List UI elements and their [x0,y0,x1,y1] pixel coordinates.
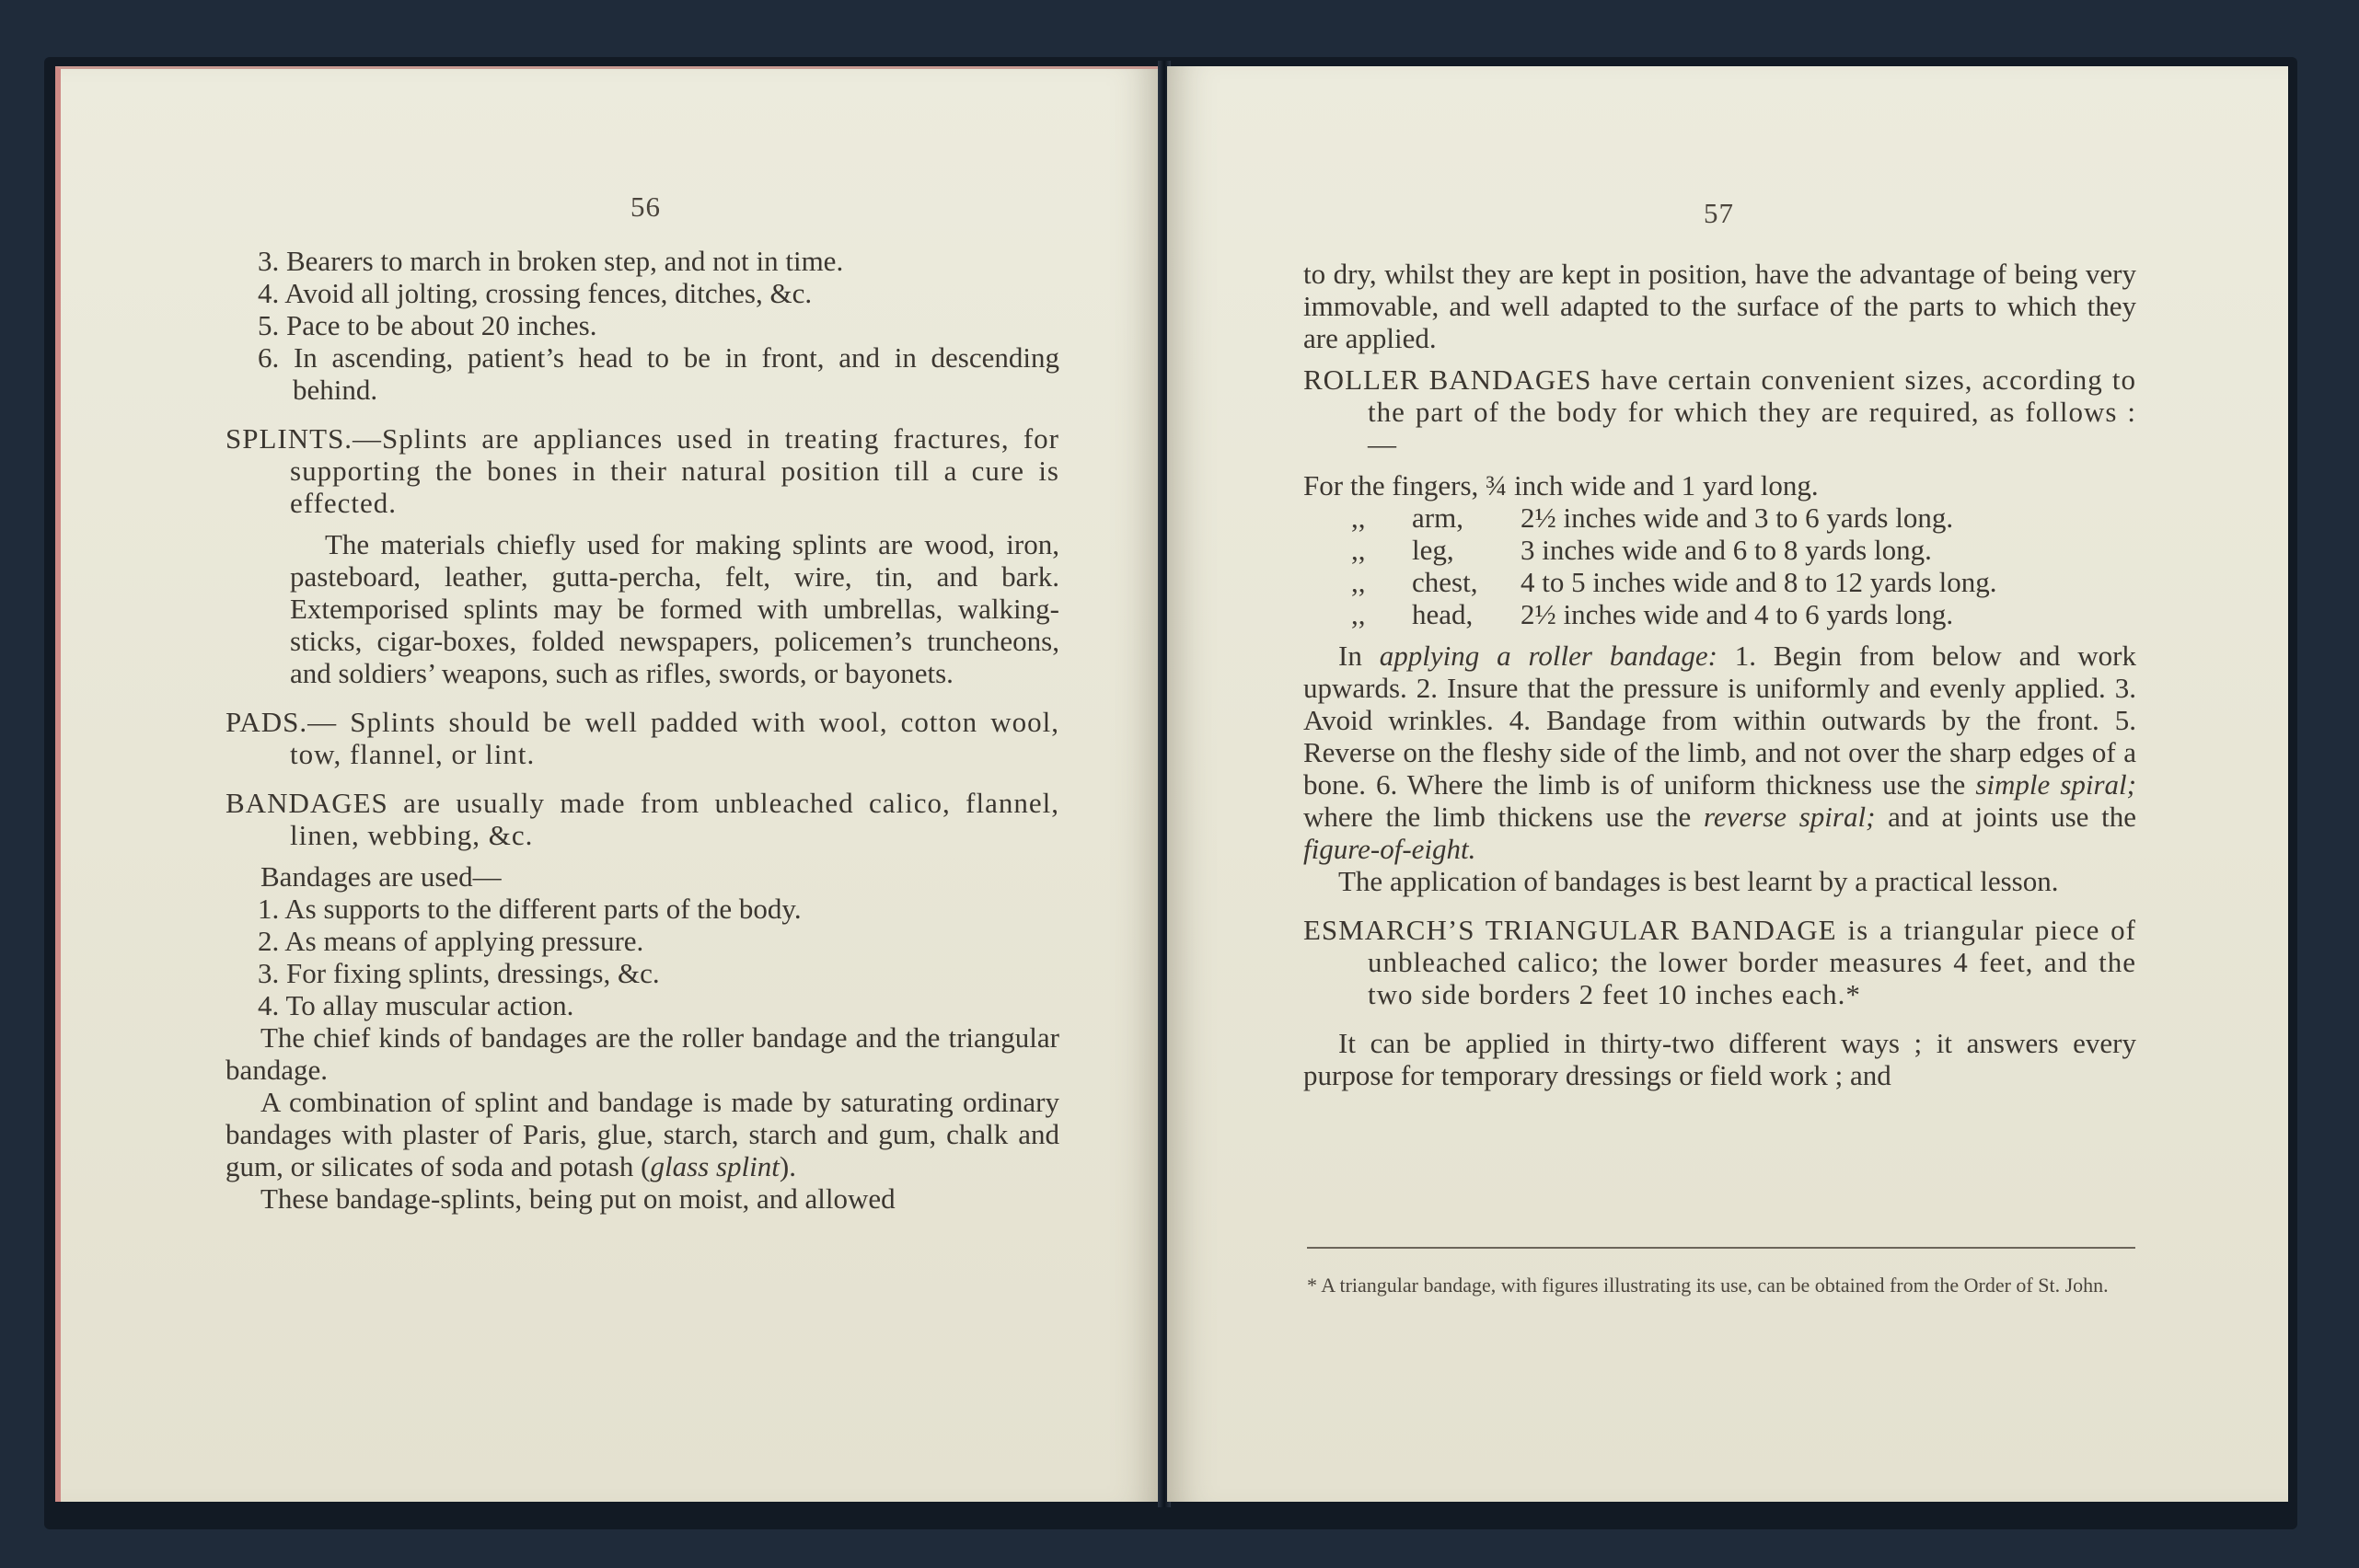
list-item: 4. Avoid all jolting, crossing fences, ditches, &c. [258,277,813,309]
list-item: 6. In ascending, patient’s head to be in front, and in descending behind. [258,341,1059,406]
thirty-two-paragraph: It can be applied in thirty-two different ways ; it answers every purpose for temporary dressings or field work ; and [1303,1027,2136,1091]
list-item: 3. Bearers to march in broken step, and not in time. [258,245,844,277]
pads-paragraph: PADS.— Splints should be well padded with wool, cotton wool, tow, flannel, or lint. [225,706,1059,770]
page-number-left: 56 [630,190,661,223]
bandage-splints-paragraph: These bandage-splints, being put on moist, and allowed [260,1182,896,1215]
materials-paragraph: The materials chiefly used for making splints are wood, iron, pasteboard, leather, gutta-percha, felt, wire, tin, and bark. Extemporised splints may be formed with umbrellas, walking-sticks, cigar-boxes, folded newspapers, policemen’s truncheons, and soldiers’ weapons, such as rifles, swords, or bayonets. [290,528,1059,689]
application-paragraph: The application of bandages is best learnt by a practical lesson. [1338,865,2059,897]
combination-paragraph: A combination of splint and bandage is made by saturating ordinary bandages with plaster of Paris, glue, starch, starch and gum, chalk and gum, or silicates of soda and potash (glass splint). [225,1086,1059,1182]
bandages-paragraph: BANDAGES are usually made from unbleached calico, flannel, linen, webbing, &c. [225,787,1059,851]
roller-bandages-paragraph: ROLLER BANDAGES have certain convenient sizes, according to the part of the body for which they are required, as follows :— [1303,363,2136,460]
footnote: * A triangular bandage, with figures illustrating its use, can be obtained from the Order of St. John. [1307,1274,2109,1297]
size-row: ,, arm, 2½ inches wide and 3 to 6 yards long. [1351,502,1954,534]
size-row: ,, leg, 3 inches wide and 6 to 8 yards long. [1351,534,1932,566]
continuation-paragraph: to dry, whilst they are kept in position, have the advantage of being very immovable, and well adapted to the surface of the parts to which they are applied. [1303,258,2136,354]
bearer-rules-list [225,245,1059,406]
list-item: 4. To allay muscular action. [258,989,574,1021]
size-row: ,, chest, 4 to 5 inches wide and 8 to 12 yards long. [1351,566,1997,598]
esmarch-paragraph: ESMARCH’S TRIANGULAR BANDAGE is a triangular piece of unbleached calico; the lower border measures 4 feet, and the two side borders 2 feet 10 inches each.* [1303,914,2136,1010]
size-row: ,, head, 2½ inches wide and 4 to 6 yards long. [1351,598,1954,630]
applying-paragraph: In applying a roller bandage: 1. Begin from below and work upwards. 2. Insure that the pressure is uniformly and evenly applied. 3. Avoid wrinkles. 4. Bandage from within outwards by the front. 5. Reverse on the fleshy side of the limb, and not over the sharp edges of a bone. 6. Where the limb is of uniform thickness use the simple spiral; where the limb thickens use the reverse spiral; and at joints use the figure-of-eight. [1303,640,2136,865]
page-number-right: 57 [1704,197,1734,229]
list-item: 3. For fixing splints, dressings, &c. [258,957,660,989]
bandages-used-heading: Bandages are used— [260,860,502,893]
list-item: 2. As means of applying pressure. [258,925,644,957]
bandage-uses-list [225,893,1059,1021]
list-item: 1. As supports to the different parts of the body. [258,893,802,925]
right-page-text [1303,258,2136,1091]
list-item: 5. Pace to be about 20 inches. [258,309,597,341]
splints-paragraph: SPLINTS.—Splints are appliances used in treating fractures, for supporting the bones in their natural position till a cure is effected. [225,422,1059,519]
left-page-text [225,245,1059,1215]
sizes-first-row: For the fingers, ¾ inch wide and 1 yard long. [1303,469,1819,502]
chief-kinds-paragraph: The chief kinds of bandages are the roller bandage and the triangular bandage. [225,1021,1059,1086]
footnote-rule [1307,1247,2135,1249]
